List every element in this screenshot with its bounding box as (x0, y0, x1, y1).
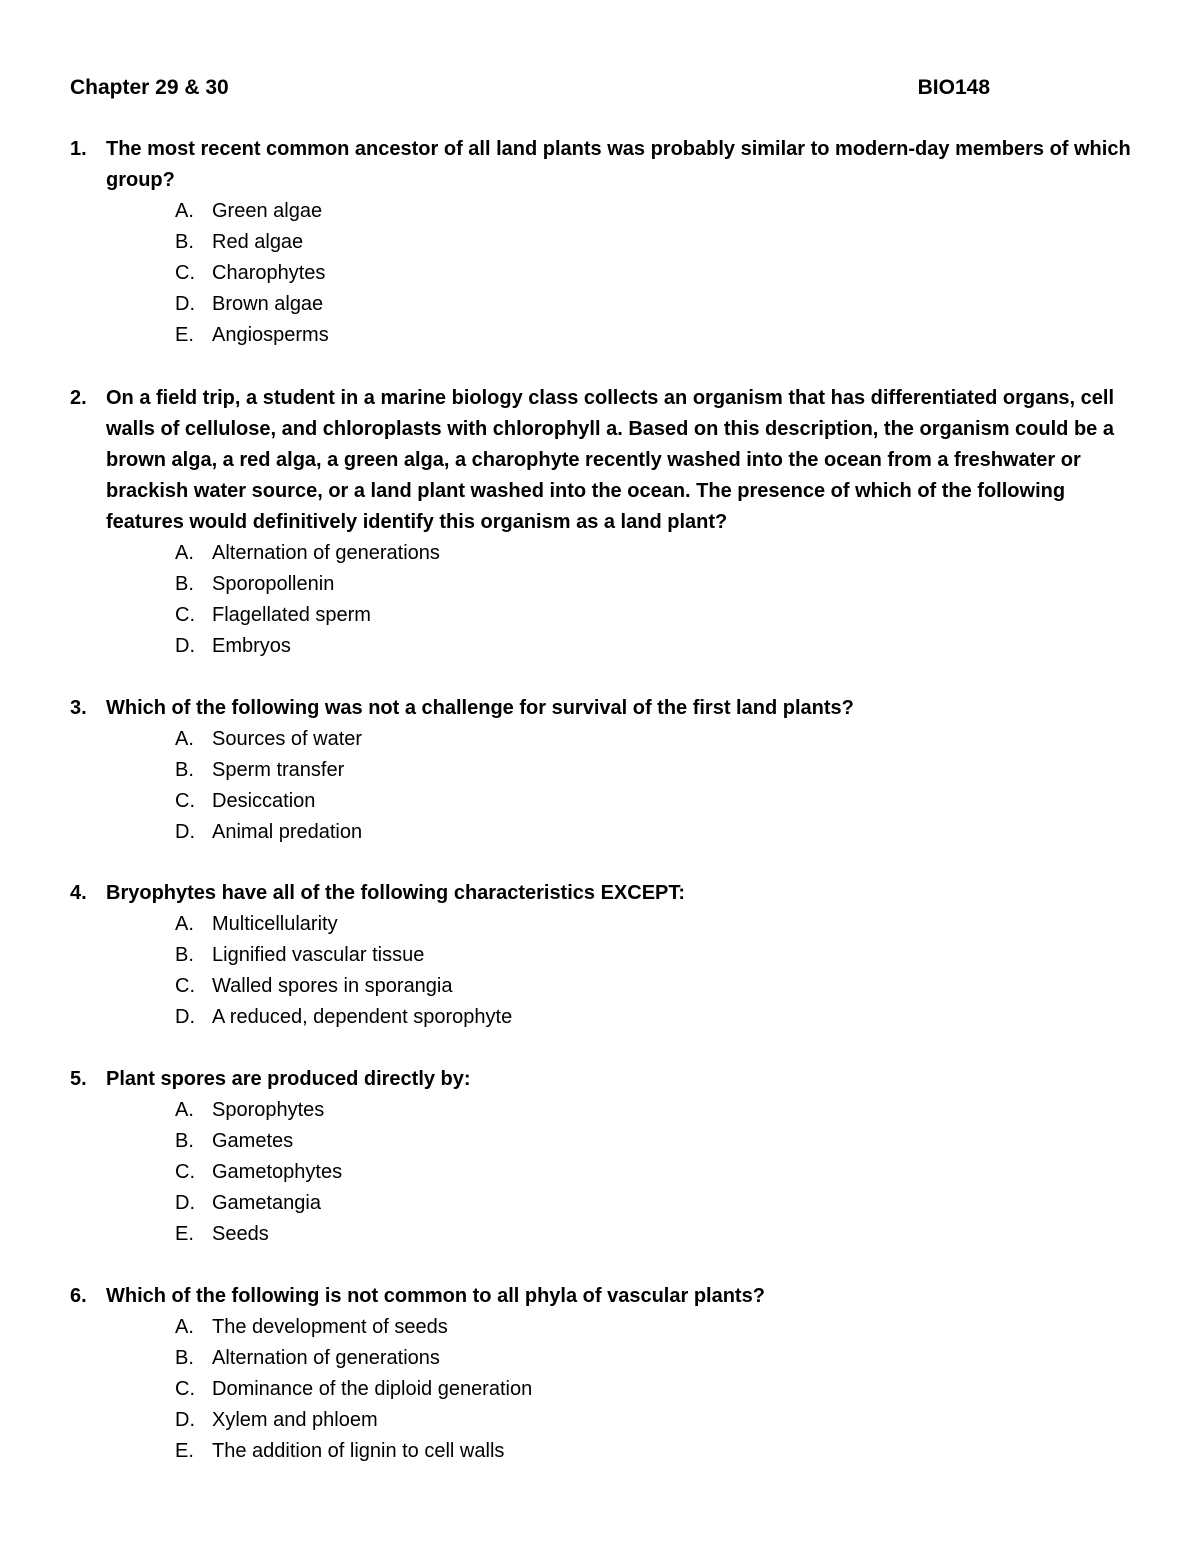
question-number: 1. (70, 138, 87, 160)
option-text: Gametophytes (212, 1161, 343, 1183)
option-text: Lignified vascular tissue (212, 944, 425, 966)
course-code: BIO148 (917, 76, 990, 99)
option-text: Red algae (212, 231, 304, 253)
option-letter: B. (175, 1347, 194, 1369)
answer-option (70, 940, 1140, 971)
option-text: Flagellated sperm (212, 604, 371, 626)
question-6 (70, 1281, 1140, 1467)
answer-options (70, 196, 1140, 351)
option-letter: A. (175, 1316, 194, 1338)
option-letter: C. (175, 1161, 195, 1183)
option-text: Sperm transfer (212, 759, 345, 781)
question-text: Bryophytes have all of the following characteristics EXCEPT: (106, 882, 686, 904)
answer-option (70, 1374, 1140, 1405)
answer-option (70, 1002, 1140, 1033)
question-text: On a field trip, a student in a marine biology class collects an organism that has differentiated organs, cell walls of cellulose, and chloroplasts with chlorophyll a. Based on this description, the organism could be a brown alga, a red alga, a green alga, a charophyte recently washed into the ocean from a freshwater or brackish water source, or a land plant washed into the ocean. The presence of which of the following features would definitively identify this organism as a land plant? (106, 387, 1115, 533)
answer-option (70, 320, 1140, 351)
question-text: The most recent common ancestor of all land plants was probably similar to modern-day members of which group? (106, 138, 1131, 191)
answer-options (70, 1312, 1140, 1467)
option-text: The addition of lignin to cell walls (212, 1440, 505, 1462)
question-number: 5. (70, 1068, 87, 1090)
option-text: Xylem and phloem (212, 1409, 378, 1431)
question-1 (70, 134, 1140, 351)
question-stem (70, 383, 1140, 538)
question-stem (70, 1281, 1140, 1312)
option-letter: B. (175, 231, 194, 253)
question-stem (70, 134, 1140, 196)
question-text: Which of the following was not a challenge for survival of the first land plants? (106, 697, 854, 719)
answer-options (70, 538, 1140, 662)
option-text: Alternation of generations (212, 1347, 440, 1369)
option-letter: B. (175, 1130, 194, 1152)
option-letter: C. (175, 790, 195, 812)
question-number: 2. (70, 387, 87, 409)
option-text: Embryos (212, 635, 291, 657)
option-letter: C. (175, 604, 195, 626)
option-letter: A. (175, 200, 194, 222)
option-letter: D. (175, 821, 195, 843)
option-text: A reduced, dependent sporophyte (212, 1006, 513, 1028)
answer-option (70, 971, 1140, 1002)
option-text: Angiosperms (212, 324, 329, 346)
answer-option (70, 1405, 1140, 1436)
option-letter: C. (175, 1378, 195, 1400)
question-number: 3. (70, 697, 87, 719)
option-text: The development of seeds (212, 1316, 448, 1338)
answer-option (70, 1219, 1140, 1250)
answer-option (70, 1126, 1140, 1157)
option-letter: A. (175, 1099, 194, 1121)
option-letter: D. (175, 1409, 195, 1431)
option-text: Dominance of the diploid generation (212, 1378, 533, 1400)
option-text: Brown algae (212, 293, 324, 315)
answer-option (70, 258, 1140, 289)
option-letter: B. (175, 573, 194, 595)
answer-option (70, 1436, 1140, 1467)
option-letter: D. (175, 293, 195, 315)
option-letter: A. (175, 542, 194, 564)
option-text: Charophytes (212, 262, 326, 284)
answer-option (70, 755, 1140, 786)
option-text: Green algae (212, 200, 323, 222)
question-text: Plant spores are produced directly by: (106, 1068, 471, 1090)
option-letter: C. (175, 262, 195, 284)
option-text: Animal predation (212, 821, 363, 843)
answer-option (70, 1157, 1140, 1188)
question-2 (70, 383, 1140, 662)
answer-option (70, 631, 1140, 662)
question-stem (70, 693, 1140, 724)
answer-option (70, 909, 1140, 940)
option-text: Gametes (212, 1130, 294, 1152)
option-text: Desiccation (212, 790, 316, 812)
question-5 (70, 1064, 1140, 1250)
answer-option (70, 817, 1140, 848)
option-letter: D. (175, 1006, 195, 1028)
option-text: Sporophytes (212, 1099, 325, 1121)
option-letter: C. (175, 975, 195, 997)
answer-option (70, 569, 1140, 600)
chapter-title: Chapter 29 & 30 (70, 76, 229, 99)
option-letter: A. (175, 728, 194, 750)
option-letter: B. (175, 759, 194, 781)
question-number: 4. (70, 882, 87, 904)
option-letter: B. (175, 944, 194, 966)
answer-options (70, 724, 1140, 848)
answer-option (70, 227, 1140, 258)
question-stem (70, 1064, 1140, 1095)
option-letter: D. (175, 635, 195, 657)
question-stem (70, 878, 1140, 909)
answer-option (70, 1343, 1140, 1374)
answer-option (70, 196, 1140, 227)
answer-option (70, 600, 1140, 631)
answer-options (70, 1095, 1140, 1250)
question-text: Which of the following is not common to all phyla of vascular plants? (106, 1285, 765, 1307)
option-text: Alternation of generations (212, 542, 440, 564)
option-letter: E. (175, 1223, 194, 1245)
option-text: Gametangia (212, 1192, 321, 1214)
option-text: Walled spores in sporangia (212, 975, 453, 997)
option-text: Sporopollenin (212, 573, 335, 595)
answer-option (70, 786, 1140, 817)
answer-option (70, 724, 1140, 755)
option-text: Seeds (212, 1223, 269, 1245)
option-letter: E. (175, 324, 194, 346)
option-text: Multicellularity (212, 913, 338, 935)
question-3 (70, 693, 1140, 848)
answer-option (70, 1188, 1140, 1219)
answer-option (70, 1095, 1140, 1126)
question-number: 6. (70, 1285, 87, 1307)
answer-option (70, 1312, 1140, 1343)
option-text: Sources of water (212, 728, 363, 750)
option-letter: A. (175, 913, 194, 935)
page-header (70, 76, 990, 106)
answer-options (70, 909, 1140, 1033)
answer-option (70, 538, 1140, 569)
answer-option (70, 289, 1140, 320)
option-letter: D. (175, 1192, 195, 1214)
option-letter: E. (175, 1440, 194, 1462)
question-4 (70, 878, 1140, 1033)
